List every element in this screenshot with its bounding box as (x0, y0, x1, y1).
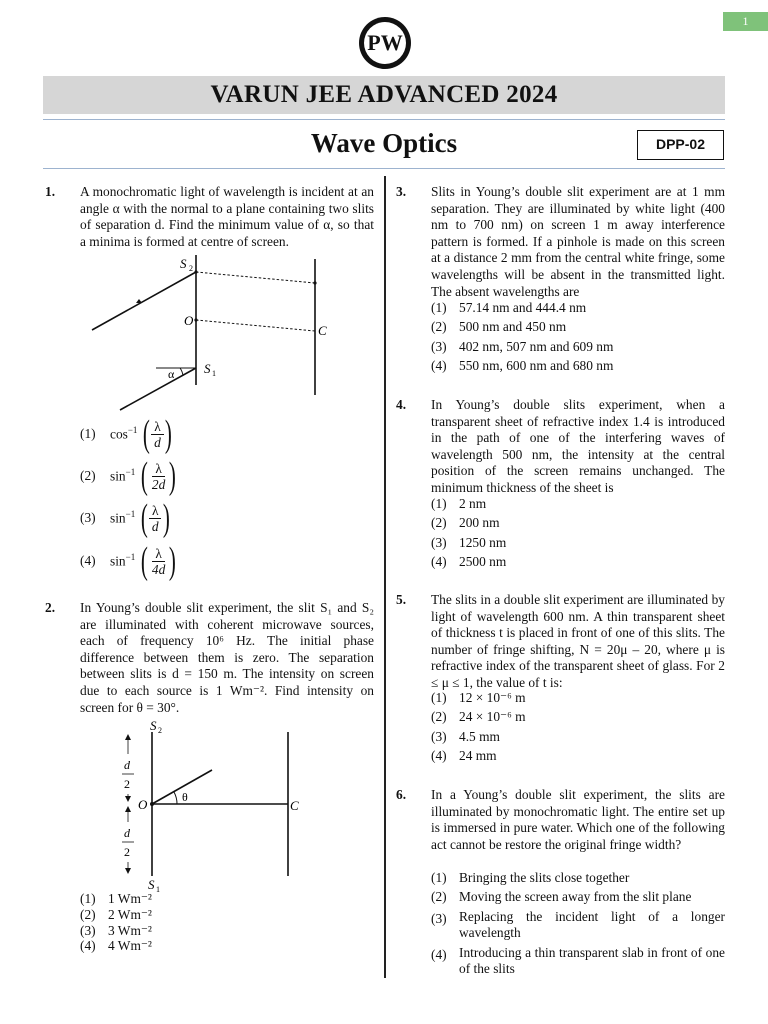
q1-option-4[interactable]: (4) $\sin^{-1}$ ( $\frac{\lambda}{4d}$ ) (80, 540, 177, 582)
option[interactable]: (2) 500 nm and 450 nm (431, 319, 567, 335)
q2-options (80, 891, 370, 954)
option[interactable]: (3) 402 nm, 507 nm and 609 nm (431, 338, 614, 354)
svg-text:2: 2 (158, 726, 162, 735)
question-text: In Young’s double slits experiment, when a transparent sheet of refractive index 1.4 is introduced in the path of one of the interfering waves of wavelength 500 nm, the intensity at the central position of the screen remains unchanged. The minimum thickness of the sheet is (431, 397, 725, 495)
svg-text:C: C (318, 323, 327, 338)
option[interactable]: (1) Bringing the slits close together (431, 870, 630, 885)
option[interactable]: (4) 24 mm (431, 748, 497, 764)
option-func: $\sin^{-1}$ (110, 509, 136, 526)
chapter-title: Wave Optics (310, 128, 458, 158)
q1-figure (80, 255, 350, 415)
q2-figure (112, 718, 312, 898)
page-number-badge: 1 (723, 12, 768, 31)
q1-option-1[interactable]: (1) $\cos^{-1}$ ( $\frac{\lambda}{d}$ ) (80, 413, 172, 455)
svg-text:α: α (168, 367, 175, 381)
q1-option-3[interactable]: (3) $\sin^{-1}$ ( $\frac{\lambda}{d}$ ) (80, 497, 170, 539)
option-func: $\sin^{-1}$ (110, 467, 136, 484)
svg-text:2: 2 (124, 777, 130, 791)
option[interactable]: (2) 200 nm (431, 515, 500, 531)
question-number: 3. (396, 184, 407, 199)
question-text: In a Young’s double slit experiment, the slits are illuminated by monochromatic light. The entire set up is immersed in pure water. Which one of the following act cannot be restore the original fringe width? (431, 787, 725, 852)
option[interactable]: (2) 2 Wm⁻² (80, 906, 152, 922)
option[interactable]: (1) 12 × 10⁻⁶ m (431, 690, 526, 705)
header-rule (43, 119, 725, 120)
header-title: VARUN JEE ADVANCED 2024 (210, 81, 558, 108)
svg-text:C: C (290, 798, 299, 813)
question-number: 5. (396, 592, 407, 607)
option[interactable]: (4) 550 nm, 600 nm and 680 nm (431, 358, 614, 374)
option[interactable]: (1) 1 Wm⁻² (80, 891, 152, 906)
option[interactable]: (4) Introducing a thin transparent slab in front of one of the slits (431, 944, 725, 976)
option[interactable]: (3) 4.5 mm (431, 728, 500, 744)
pw-logo (358, 16, 412, 70)
svg-text:S: S (204, 361, 211, 376)
svg-text:2: 2 (124, 845, 130, 859)
svg-text:S: S (148, 877, 155, 892)
dpp-label: DPP-02 (637, 130, 724, 160)
title-rule (43, 168, 725, 169)
question-text: The slits in a double slit experiment are illuminated by light of wavelength 600 nm. A thin transparent sheet of thickness t is placed in front of one of this slits. The number of fringe shifting, N = 20μ – 20, where μ is refractive index of the transparent sheet of glass. For 2 ≤ μ ≤ 1, the value of t is: (431, 592, 725, 690)
option-number: (4) (80, 553, 96, 568)
option[interactable]: (3) Replacing the incident light of a longer wavelength (431, 908, 725, 940)
question-number: 1. (45, 184, 56, 199)
option-number: (2) (80, 468, 96, 483)
option[interactable]: (2) Moving the screen away from the slit plane (431, 889, 692, 905)
svg-text:d: d (124, 826, 130, 840)
svg-text:S: S (150, 718, 157, 733)
svg-text:2: 2 (189, 264, 193, 273)
option[interactable]: (4) 2500 nm (431, 554, 507, 570)
option[interactable]: (2) 24 × 10⁻⁶ m (431, 709, 526, 725)
question-text: In Young’s double slit experiment, the slit S₁ and S₂ are illuminated with coherent microwave sources, each of frequency 10⁶ Hz. The initial phase difference between them is zero. The separation between slits is d = 150 m. The intensity on screen due to each source is 1 Wm⁻². Find intensity on screen for θ = 30°. (80, 600, 374, 715)
question-text: A monochromatic light of wavelength is incident at an angle α with the normal to a plane containing two slits of separation d. Find the minimum value of α, so that a minima is formed at centre of screen. (80, 184, 374, 249)
svg-text:O: O (138, 797, 148, 812)
question-text: Slits in Young’s double slit experiment are at 1 mm separation. They are illuminated by white light (400 nm to 700 nm) on screen 1 m away interference pattern is formed. If a pinhole is made on this screen at a distance 2 mm from the central white fringe, some wavelengths will be absent in the transmitted light. The absent wavelengths are (431, 184, 725, 299)
option[interactable]: (4) 4 Wm⁻² (80, 938, 152, 954)
q4-options (431, 494, 725, 572)
option[interactable]: (3) 1250 nm (431, 534, 507, 550)
option-func: $\cos^{-1}$ (110, 425, 138, 442)
option[interactable]: (1) 57.14 nm and 444.4 nm (431, 300, 587, 315)
question-number: 2. (45, 600, 56, 615)
q1-option-2[interactable]: (2) $\sin^{-1}$ ( $\frac{\lambda}{2d}$ ) (80, 455, 177, 497)
q5-options (431, 688, 725, 766)
svg-text:1: 1 (156, 885, 160, 894)
q6-options (431, 868, 725, 979)
option-number: (1) (80, 426, 96, 441)
header-band (43, 76, 725, 114)
option-func: $\sin^{-1}$ (110, 552, 136, 569)
svg-text:S: S (180, 256, 187, 271)
svg-text:O: O (184, 313, 194, 328)
svg-text:1: 1 (212, 369, 216, 378)
question-number: 6. (396, 787, 407, 802)
q3-options (431, 298, 725, 376)
svg-text:θ: θ (182, 790, 188, 804)
question-number: 4. (396, 397, 407, 412)
column-divider (384, 176, 386, 978)
svg-text:PW: PW (367, 30, 403, 55)
svg-text:d: d (124, 758, 130, 772)
option-number: (3) (80, 510, 96, 525)
option[interactable]: (3) 3 Wm⁻² (80, 922, 152, 938)
option[interactable]: (1) 2 nm (431, 496, 487, 511)
